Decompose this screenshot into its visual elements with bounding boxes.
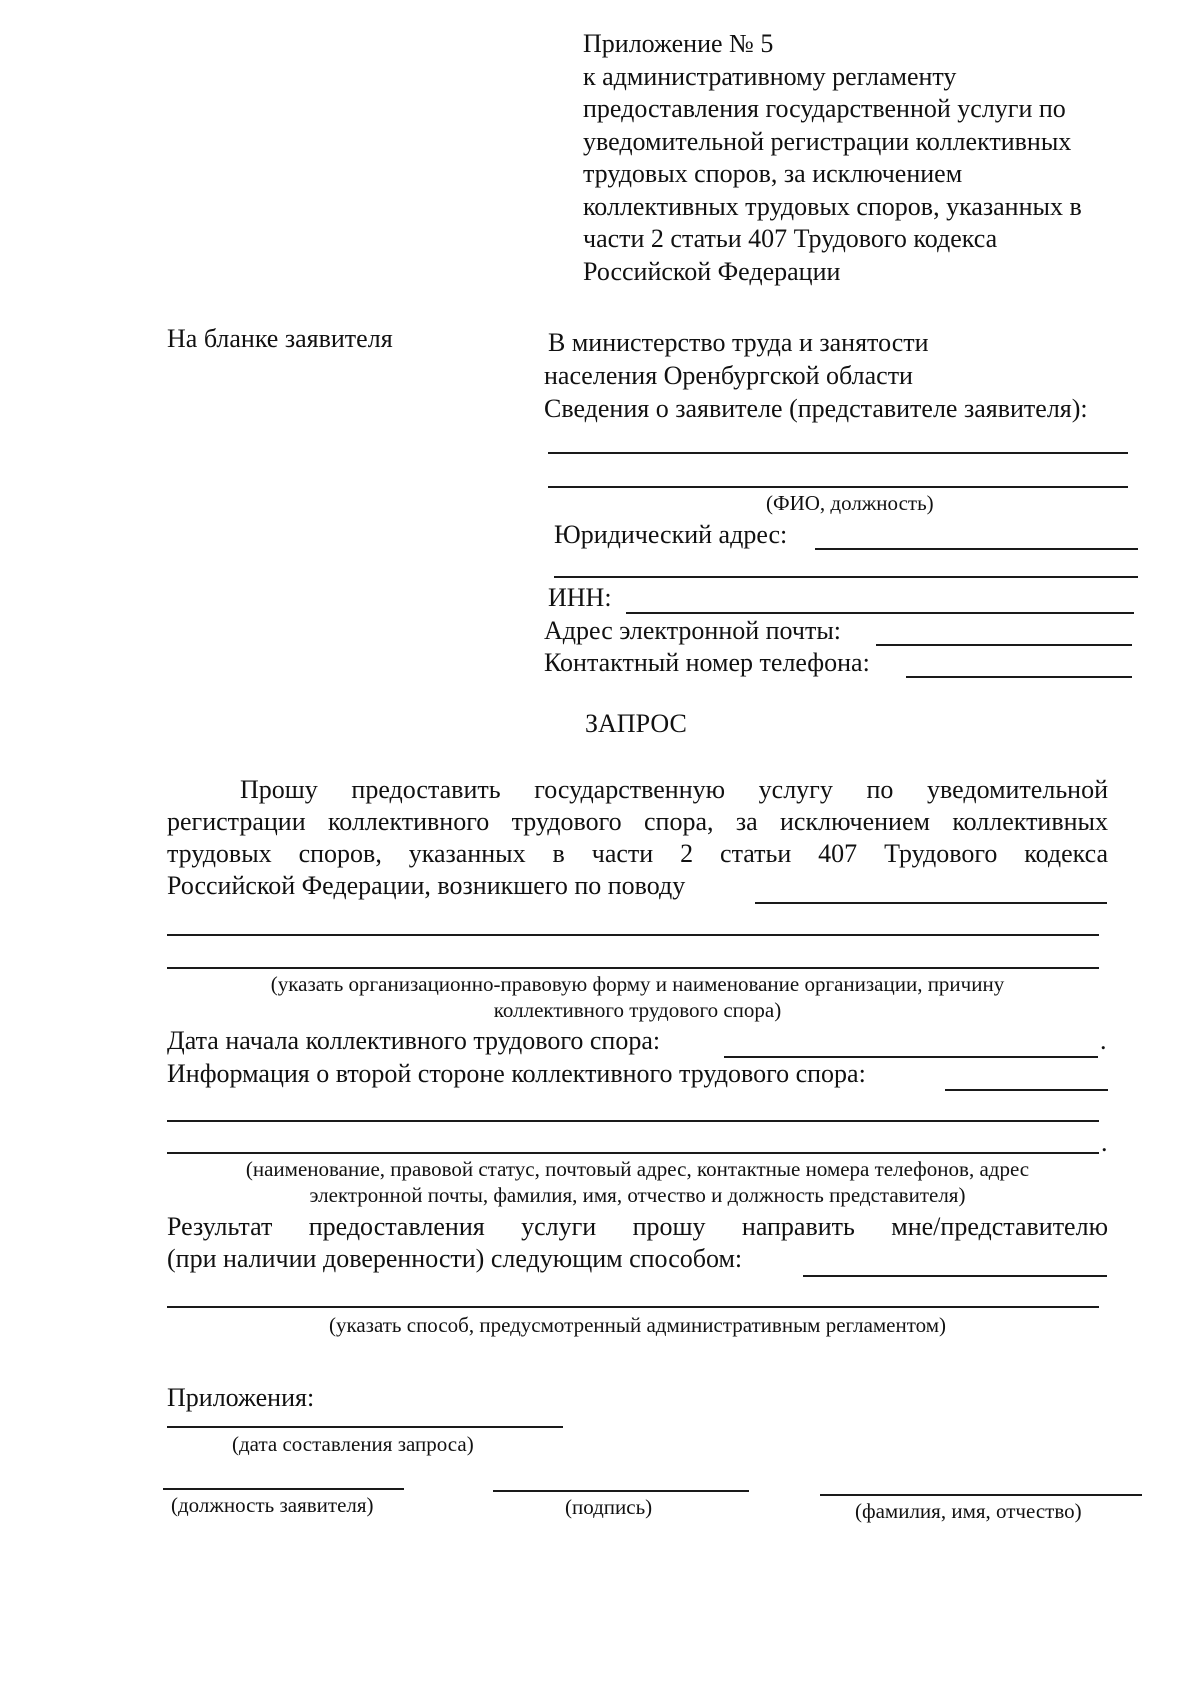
dispute-reason-field-2[interactable] bbox=[167, 934, 1099, 936]
letterhead-note: На бланке заявителя bbox=[167, 324, 393, 353]
second-party-caption-line-1: (наименование, правовой статус, почтовый адрес, контактные номера телефонов, адрес bbox=[245, 1157, 1030, 1181]
fio-caption: (ФИО, должность) bbox=[766, 491, 934, 515]
request-paragraph-line-3: трудовых споров, указанных в части 2 статьи 407 Трудового кодекса bbox=[167, 839, 1108, 868]
organization-caption-line-1: (указать организационно-правовую форму и наименование организации, причину bbox=[270, 972, 1005, 996]
appendix-line: коллективных трудовых споров, указанных в bbox=[583, 191, 1082, 221]
request-paragraph-line-1: Прошу предоставить государственную услугу по уведомительной bbox=[240, 775, 1108, 804]
appendix-line: трудовых споров, за исключением bbox=[583, 159, 963, 188]
applicant-position-caption: (должность заявителя) bbox=[171, 1493, 374, 1517]
full-name-field[interactable] bbox=[820, 1494, 1142, 1496]
full-name-caption: (фамилия, имя, отчество) bbox=[855, 1499, 1082, 1523]
second-party-label: Информация о второй стороне коллективного трудового спора: bbox=[167, 1059, 866, 1088]
result-line-2: (при наличии доверенности) следующим способом: bbox=[167, 1244, 743, 1273]
signature-field[interactable] bbox=[493, 1490, 749, 1492]
legal-address-field-2[interactable] bbox=[554, 576, 1138, 578]
appendix-line: Приложение № 5 bbox=[583, 29, 774, 58]
legal-address-label: Юридический адрес: bbox=[554, 520, 788, 549]
organization-caption-line-2: коллективного трудового спора) bbox=[493, 998, 782, 1022]
email-field[interactable] bbox=[876, 644, 1132, 646]
second-party-caption-line-2: электронной почты, фамилия, имя, отчество и должность представителя) bbox=[309, 1183, 966, 1207]
appendix-line: к административному регламенту bbox=[583, 61, 957, 91]
request-paragraph-line-2: регистрации коллективного трудового спора, за исключением коллективных bbox=[167, 807, 1108, 836]
second-party-period: . bbox=[1101, 1128, 1108, 1157]
second-party-field[interactable] bbox=[945, 1089, 1108, 1091]
request-paragraph-line-4: Российской Федерации, возникшего по поводу bbox=[167, 871, 686, 900]
attachments-label: Приложения: bbox=[167, 1383, 315, 1412]
appendix-line: предоставления государственной услуги по bbox=[583, 94, 1066, 123]
appendix-line: части 2 статьи 407 Трудового кодекса bbox=[583, 224, 998, 253]
delivery-method-caption: (указать способ, предусмотренный административным регламентом) bbox=[328, 1313, 947, 1337]
applicant-info-label: Сведения о заявителе (представителе заявителя): bbox=[544, 394, 1088, 423]
signature-caption: (подпись) bbox=[565, 1495, 653, 1519]
dispute-reason-field[interactable] bbox=[755, 902, 1107, 904]
request-date-caption: (дата составления запроса) bbox=[232, 1432, 474, 1456]
inn-label: ИНН: bbox=[548, 583, 612, 612]
delivery-method-field[interactable] bbox=[803, 1275, 1107, 1277]
start-date-period: . bbox=[1100, 1026, 1107, 1055]
appendix-line: Российской Федерации bbox=[583, 256, 841, 286]
appendix-header bbox=[583, 28, 1082, 288]
applicant-position-field[interactable] bbox=[163, 1488, 404, 1490]
result-line-1: Результат предоставления услуги прошу направить мне/представителю bbox=[167, 1212, 1108, 1241]
dispute-reason-field-3[interactable] bbox=[167, 967, 1099, 969]
fio-field-line-2[interactable] bbox=[548, 486, 1128, 488]
second-party-field-2[interactable] bbox=[167, 1120, 1099, 1122]
addressee-line-1: В министерство труда и занятости bbox=[548, 328, 929, 357]
phone-field[interactable] bbox=[906, 676, 1132, 678]
second-party-field-3[interactable] bbox=[167, 1152, 1099, 1154]
document-title: ЗАПРОС bbox=[585, 709, 687, 738]
delivery-method-field-2[interactable] bbox=[167, 1306, 1099, 1308]
legal-address-field[interactable] bbox=[815, 548, 1138, 550]
request-date-field[interactable] bbox=[167, 1426, 563, 1428]
appendix-line: уведомительной регистрации коллективных bbox=[583, 126, 1072, 156]
start-date-label: Дата начала коллективного трудового спора: bbox=[167, 1026, 661, 1055]
phone-label: Контактный номер телефона: bbox=[544, 648, 870, 677]
fio-field-line-1[interactable] bbox=[548, 452, 1128, 454]
addressee-line-2: населения Оренбургской области bbox=[544, 361, 913, 390]
email-label: Адрес электронной почты: bbox=[544, 616, 842, 645]
